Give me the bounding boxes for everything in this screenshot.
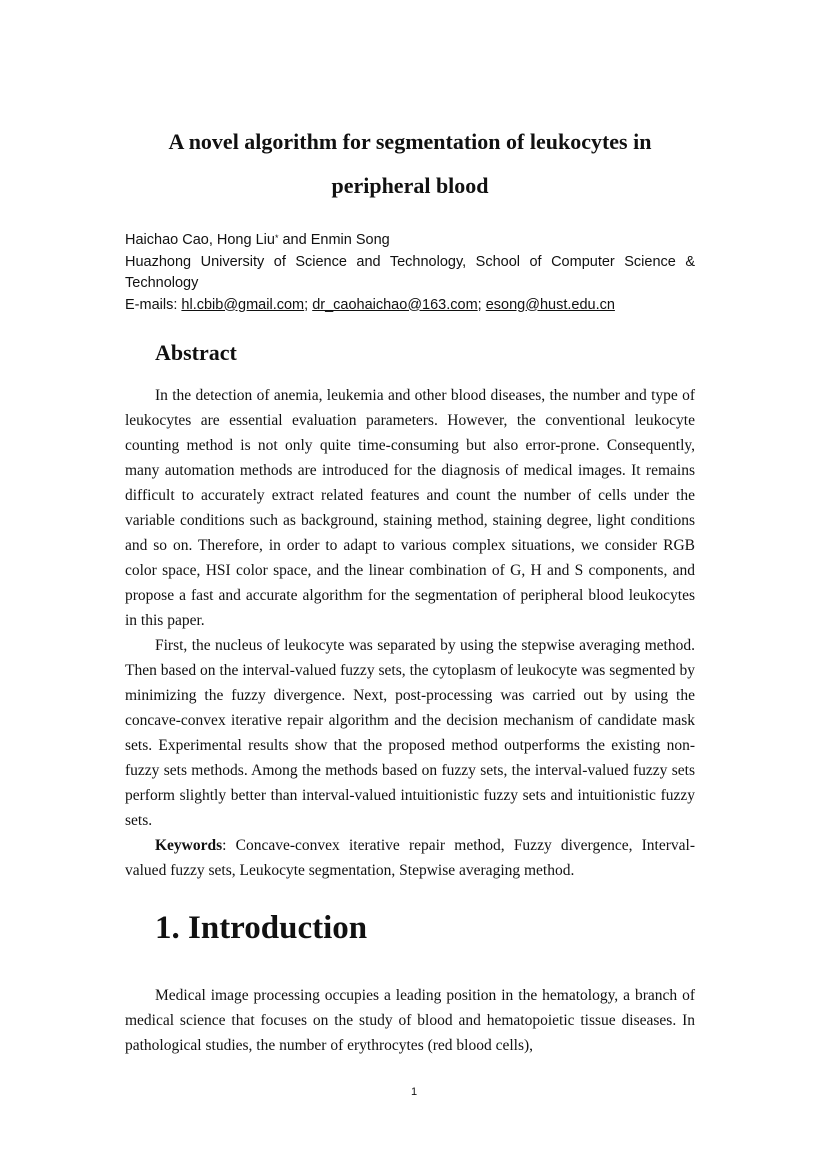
abstract-body: [125, 383, 695, 883]
introduction-paragraph-1: Medical image processing occupies a leading position in the hematology, a branch of medical science that focuses on the study of blood and hematopoietic tissue diseases. In pathological studies, the number of erythrocytes (red blood cells),: [125, 987, 695, 1054]
introduction-heading: 1. Introduction: [155, 910, 368, 946]
emails-label: E-mails:: [125, 296, 182, 313]
page-number: 1: [410, 1086, 418, 1098]
keywords-text: : Concave-convex iterative repair method, Fuzzy divergence, Interval-valued fuzzy sets, Leukocyte segmentation, Stepwise averaging method.: [125, 837, 695, 879]
email-link-2[interactable]: dr_caohaichao@163.com: [312, 296, 478, 313]
abstract-heading: Abstract: [155, 340, 237, 365]
keywords-label: Keywords: [155, 837, 223, 854]
abstract-paragraph-1: In the detection of anemia, leukemia and other blood diseases, the number and type of leukocytes are essential evaluation parameters. However, the conventional leukocyte counting method is not only quite time-consuming but also error-prone. Consequently, many automation methods are introduced for the diagnosis of medical images. It remains difficult to accurately extract related features and count the number of cells under the variable conditions such as background, staining method, staining degree, light conditions and so on. Therefore, in order to adapt to various complex situations, we consider RGB color space, HSI color space, and the linear combination of G, H and S components, and propose a fast and accurate algorithm for the segmentation of peripheral blood leukocytes in this paper.: [125, 387, 695, 629]
email-link-3[interactable]: esong@hust.edu.cn: [485, 296, 615, 313]
email-link-1[interactable]: hl.cbib@gmail.com: [181, 296, 305, 313]
title-line-1: A novel algorithm for segmentation of leukocytes in: [168, 129, 652, 154]
author-names-start: Haichao Cao, Hong Liu: [125, 232, 275, 248]
email-separator: ;: [304, 296, 313, 313]
keywords-paragraph: [125, 833, 695, 883]
author-names-end: and Enmin Song: [278, 232, 390, 248]
author-names: [125, 230, 695, 252]
abstract-paragraph-2: First, the nucleus of leukocyte was separated by using the stepwise averaging method. Then based on the interval-valued fuzzy sets, the cytoplasm of leukocyte was segmented by minimizing the fuzzy divergence. Next, post-processing was carried out by using the concave-convex iterative repair algorithm and the decision mechanism of candidate mask sets. Experimental results show that the proposed method outperforms the existing non-fuzzy sets methods. Among the methods based on fuzzy sets, the interval-valued fuzzy sets perform slightly better than interval-valued intuitionistic fuzzy sets and intuitionistic fuzzy sets.: [125, 637, 695, 829]
email-separator: ;: [477, 296, 486, 313]
author-block: [125, 230, 695, 316]
affiliation: Huazhong University of Science and Technology, School of Computer Science & Technology: [125, 253, 695, 291]
introduction-body: [125, 983, 695, 1058]
corresponding-author-mark: *: [274, 233, 279, 243]
email-line: [125, 295, 695, 317]
title-line-2: peripheral blood: [331, 173, 489, 198]
paper-title: [110, 120, 710, 208]
